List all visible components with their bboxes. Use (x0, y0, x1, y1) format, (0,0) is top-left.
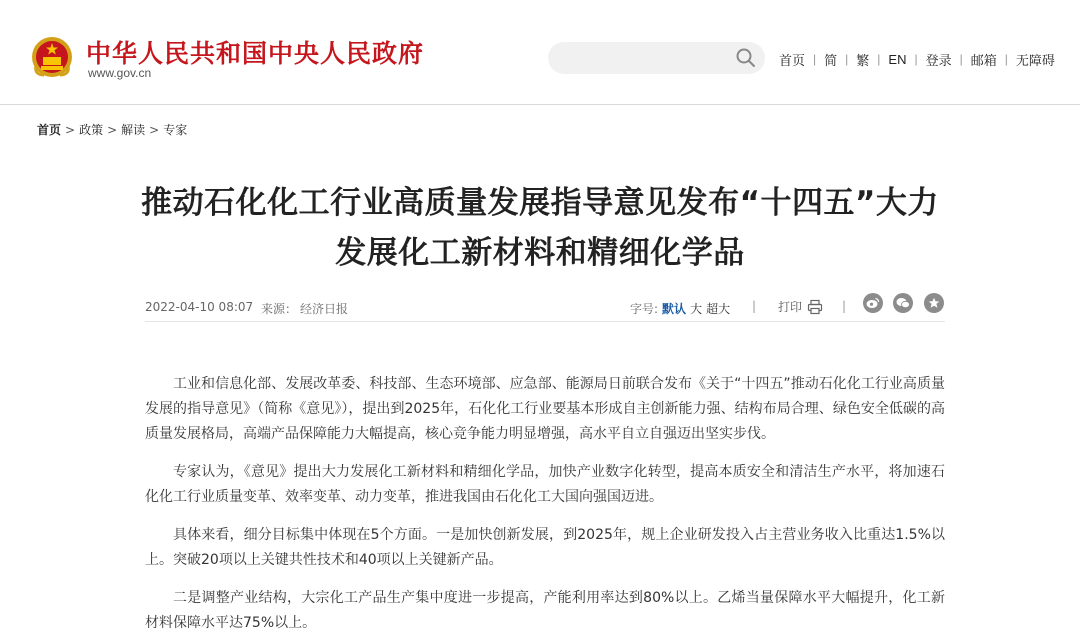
nav-separator: | (914, 52, 918, 66)
nav-separator: | (877, 52, 881, 66)
search-input[interactable] (548, 42, 765, 74)
nav-english[interactable]: EN (888, 51, 907, 67)
source-name: 经济日报 (300, 302, 349, 316)
nav-separator: | (845, 52, 849, 66)
font-size-default[interactable]: 默认 (662, 302, 687, 316)
article-meta (145, 296, 945, 322)
breadcrumb-home[interactable]: 首页 (37, 123, 62, 137)
weibo-icon[interactable] (863, 293, 883, 313)
breadcrumb-interpretation[interactable]: 解读 (121, 123, 146, 137)
breadcrumb-policy[interactable]: 政策 (79, 123, 104, 137)
breadcrumb-arrow: > (107, 122, 118, 137)
favorite-icon[interactable] (924, 293, 944, 313)
source-label: 来源： (261, 302, 298, 316)
font-size-xlarge[interactable]: 超大 (706, 302, 731, 316)
breadcrumb-arrow: > (149, 122, 160, 137)
meta-divider: | (842, 299, 847, 313)
meta-divider: | (752, 299, 757, 313)
font-size-control (630, 300, 730, 317)
top-nav (779, 49, 1055, 69)
article-paragraph: 具体来看，细分目标集中体现在5个方面。一是加快创新发展，到2025年，规上企业研发投入占主营业务收入比重达1.5%以上。突破20项以上关键共性技术和40项以上关键新产品。 (145, 527, 945, 568)
nav-home[interactable]: 首页 (779, 52, 806, 68)
nav-separator: | (959, 52, 963, 66)
search-icon[interactable] (735, 47, 757, 69)
site-header (0, 0, 1080, 105)
article-paragraph: 二是调整产业结构，大宗化工产品生产集中度进一步提高，产能利用率达到80%以上。乙烯当量保障水平大幅提升，化工新材料保障水平达75%以上。 (145, 590, 945, 631)
nav-separator: | (1004, 52, 1008, 66)
print-button[interactable] (778, 298, 823, 315)
site-name[interactable]: 中华人民共和国中央人民政府 (86, 39, 425, 68)
nav-login[interactable]: 登录 (925, 52, 952, 68)
nav-separator: | (813, 52, 817, 66)
nav-simplified[interactable]: 简 (824, 52, 838, 68)
font-size-label: 字号: (630, 302, 659, 316)
publish-date: 2022-04-10 08:07 (145, 300, 254, 314)
print-label: 打印 (778, 300, 803, 314)
breadcrumb-arrow: > (65, 122, 76, 137)
article-paragraph: 专家认为，《意见》提出大力发展化工新材料和精细化学品，加快产业数字化转型，提高本质安全和清洁生产水平，将加速石化化工行业质量变革、效率变革、动力变革，推进我国由石化化工大国向强国迈进。 (145, 464, 945, 505)
article-paragraph: 工业和信息化部、发展改革委、科技部、生态环境部、应急部、能源局日前联合发布《关于“十四五”推动石化化工行业高质量发展的指导意见》（简称《意见》），提出到2025年，石化化工行业要基本形成自主创新能力强、结构布局合理、绿色安全低碳的高质量发展格局，高端产品保障能力大幅提高，核心竞争能力明显增强，高水平自立自强迈出坚实步伐。 (145, 376, 945, 442)
nav-accessibility[interactable]: 无障碍 (1015, 52, 1055, 68)
site-url[interactable]: www.gov.cn (88, 66, 152, 80)
national-emblem-icon[interactable] (30, 35, 74, 79)
article-body (145, 372, 945, 640)
wechat-icon[interactable] (893, 293, 913, 313)
printer-icon (807, 299, 823, 315)
article-title: 推动石化化工行业高质量发展指导意见发布“十四五”大力发展化工新材料和精细化学品 (141, 185, 939, 271)
nav-traditional[interactable]: 繁 (856, 52, 870, 68)
breadcrumb (37, 121, 187, 138)
nav-mail[interactable]: 邮箱 (970, 52, 997, 68)
font-size-large[interactable]: 大 (690, 302, 703, 316)
breadcrumb-expert[interactable]: 专家 (163, 123, 188, 137)
